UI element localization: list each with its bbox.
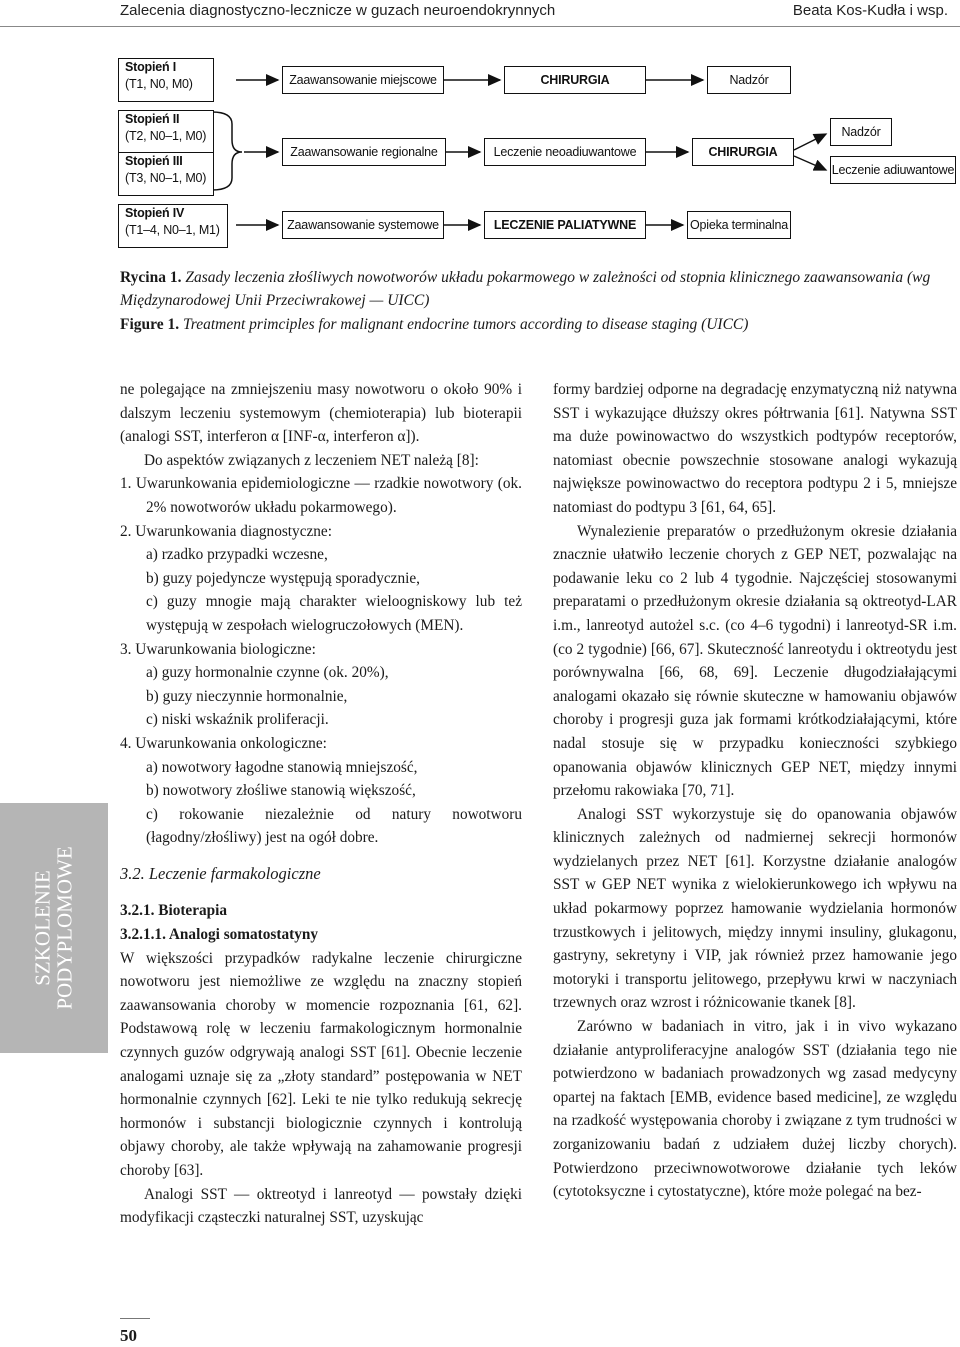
list-subitem: a) rzadko przypadki wczesne,	[146, 546, 328, 564]
list-item: 3. Uwarunkowania biologiczne:	[120, 640, 316, 658]
paragraph: W większości przypadków radykalne leczenie chirurgiczne nowotworu jest niemożliwe ze względu na znaczny stopień zaawansowania choroby w momencie rozpoznania [61, 62]. Podstawową rolę w leczeniu farmakologicznym hormonalnie czynnych guzów odgrywają analogi SST [61]. Obecnie leczenie analogami uznaje się za „złoty standard” postępowania w NET hormonalnie czynnych [62]. Leki te nie tylko redukują sekrecję hormonów i substancji biologicznie czynnych i kontrolują objawy choroby, ale także wpływają na zahamowanie progresji choroby [63].	[120, 949, 522, 1179]
list-subitem: b) guzy pojedyncze występują sporadycznie,	[146, 569, 420, 587]
list-subitem: b) guzy nieczynnie hormonalnie,	[146, 687, 348, 705]
stage-3-tnm: (T3, N0–1, M0)	[125, 171, 207, 185]
stage-1-name: Stopień I	[125, 60, 176, 74]
systemic-advancement-box: Zaawansowanie systemowe	[282, 211, 444, 239]
paragraph: Zarówno w badaniach in vitro, jak i in vivo wykazano działanie antyproliferacyjne analogów SST (działania tego nie potwierdzono w badaniach prowadzonych wg zasad medycyny opartej na faktach [EMB, evidence based medicine], ze względu na rzadkość występowania choroby i związane z tym trudności w zorganizowaniu badań z udziałem dużej liczby chorych). Potwierdzono przeciwnowotworowe działanie tych leków (cytotoksyczne i cytostatyczne), które może polegać na bez-	[553, 1018, 957, 1201]
stage-3-name: Stopień III	[125, 154, 183, 168]
list-subitem: c) rokowanie niezależnie od natury nowotworu (łagodny/złośliwy) jest na ogół dobre.	[146, 805, 522, 847]
stage-1-box	[118, 58, 214, 102]
stage-2-name: Stopień II	[125, 112, 180, 126]
regional-advancement-box: Zaawansowanie regionalne	[282, 138, 446, 166]
figure-caption-pl	[120, 266, 950, 312]
subsubsection-heading: 3.2.1.1. Analogi somatostatyny	[120, 926, 319, 944]
stage-2-box	[118, 110, 214, 154]
stage-1-tnm: (T1, N0, M0)	[125, 77, 193, 91]
list-subitem: a) guzy hormonalnie czynne (ok. 20%),	[146, 664, 389, 682]
subsection-heading: 3.2.1. Bioterapia	[120, 902, 228, 920]
adjuvant-box: Leczenie adiuwantowe	[830, 156, 956, 184]
section-heading: 3.2. Leczenie farmakologiczne	[120, 863, 321, 883]
list-subitem: b) nowotwory złośliwe stanowią większość,	[146, 782, 416, 800]
paragraph: Analogi SST wykorzystuje się do opanowania objawów klinicznych zależnych od nadmiernej sekrecji hormonów wydzielanych przez NET [61]. Korzystne działanie analogów SST w GEP NET wynika z wielokierunkowego ich wpływu na układ pokarmowy poprzez hamowanie wydzielania hormonów trzustkowych i jelitowych, między innymi insuliny, glukagonu, gastryny, sekretyny i VIP, jak również przez hamowanie jego motoryki i transportu jelitowego, przepływu krwi w naczyniach trzewnych oraz wzrost i różnicowanie tkanek [8].	[553, 805, 957, 1012]
followup-box-2: Nadzór	[830, 118, 892, 146]
neoadjuvant-box: Leczenie neoadiuwantowe	[484, 138, 646, 166]
page-number: 50	[120, 1326, 137, 1345]
caption-en-text: Treatment primciples for malignant endocrine tumors according to disease staging (UICC)	[179, 316, 749, 333]
list-subitem: a) nowotwory łagodne stanowią mniejszość,	[146, 758, 418, 776]
running-header-authors: Beata Kos-Kudła i wsp.	[792, 2, 948, 19]
footer-divider	[120, 1318, 150, 1319]
list-item: 1. Uwarunkowania epidemiologiczne — rzadkie nowotwory (ok. 2% nowotworów układu pokarmowego).	[120, 475, 522, 516]
palliative-box: LECZENIE PALIATYWNE	[484, 211, 646, 239]
side-tab-line-2: PODYPLOMOWE	[53, 846, 77, 1010]
surgery-box-2: CHIRURGIA	[692, 138, 794, 166]
list-subitem: c) guzy mnogie mają charakter wieloogniskowy lub też występują w zespołach wielogruczołowych (MEN).	[146, 593, 522, 634]
caption-pl-text: Zasady leczenia złośliwych nowotworów układu pokarmowego w zależności od stopnia klinicznego zaawansowania (wg Międzynarodowej Unii Przeciwrakowej — UICC)	[120, 269, 931, 309]
list-item: 2. Uwarunkowania diagnostyczne:	[120, 522, 332, 540]
paragraph: Analogi SST — oktreotyd i lanreotyd — powstały dzięki modyfikacji cząsteczki naturalnej SST, uzyskując	[120, 1185, 522, 1227]
running-header-title: Zalecenia diagnostyczno-lecznicze w guzach neuroendokrynnych	[120, 2, 556, 19]
caption-en-label: Figure 1.	[120, 316, 180, 333]
stage-4-tnm: (T1–4, N0–1, M1)	[125, 223, 220, 237]
figure-caption-en	[120, 313, 950, 336]
followup-box-1: Nadzór	[707, 66, 791, 94]
paragraph: formy bardziej odporne na degradację enzymatyczną niż natywna SST i wykazujące dłuższy okres półtrwania [61]. Natywna SST ma duże powinowactwo do wszystkich podtypów receptorów, natomiast obecnie powszechnie stosowane analogi wykazują największe powinowactwo do receptora podtypu 2 i 5, mniejsze natomiast do podtypu 3 [61, 64, 65].	[553, 381, 957, 516]
caption-pl-label: Rycina 1.	[120, 269, 182, 286]
stage-4-box	[118, 204, 228, 248]
paragraph: Do aspektów związanych z leczeniem NET należą [8]:	[144, 451, 479, 469]
local-advancement-box: Zaawansowanie miejscowe	[282, 66, 444, 94]
stage-3-box	[118, 152, 214, 196]
terminal-care-box: Opieka terminalna	[687, 211, 791, 239]
left-column	[120, 378, 522, 1230]
list-subitem: c) niski wskaźnik proliferacji.	[146, 711, 329, 729]
right-column	[553, 378, 957, 1204]
side-tab-line-1: SZKOLENIE	[31, 870, 55, 986]
paragraph: ne polegające na zmniejszeniu masy nowotworu o około 90% i dalszym leczeniu systemowym (chemioterapia) lub bioterapii (analogi SST, interferon α [INF-α, interferon α]).	[120, 381, 522, 446]
surgery-box-1: CHIRURGIA	[504, 66, 646, 94]
section-side-tab	[0, 803, 108, 1053]
list-item: 4. Uwarunkowania onkologiczne:	[120, 734, 327, 752]
stage-2-tnm: (T2, N0–1, M0)	[125, 129, 207, 143]
paragraph: Wynalezienie preparatów o przedłużonym okresie działania znacznie ułatwiło leczenie chorych z GEP NET, pozwalając na podawanie leku co 2 lub 4 tygodnie. Najczęściej stosowanymi preparatami o przedłużonym okresie działania są oktreotyd-LAR i.m., lanreotyd autożel s.c. (co 4–6 tygodni) i lanreotyd-SR i.m. (co 2 tygodnie) [66, 67]. Skuteczność lanreotydu i oktreotydu jest porównywalna [66, 68, 69]. Leczenie długodziałającymi analogami okazało się równie skuteczne w hamowaniu objawów choroby i progresji guza jak formami krótkodziałającymi, które nadal stosuje się w przypadku konieczności szybkiego opanowania objawów klinicznych GEP NET, między innymi przełomu rakowiaka [70, 71].	[553, 522, 957, 800]
stage-4-name: Stopień IV	[125, 206, 185, 220]
